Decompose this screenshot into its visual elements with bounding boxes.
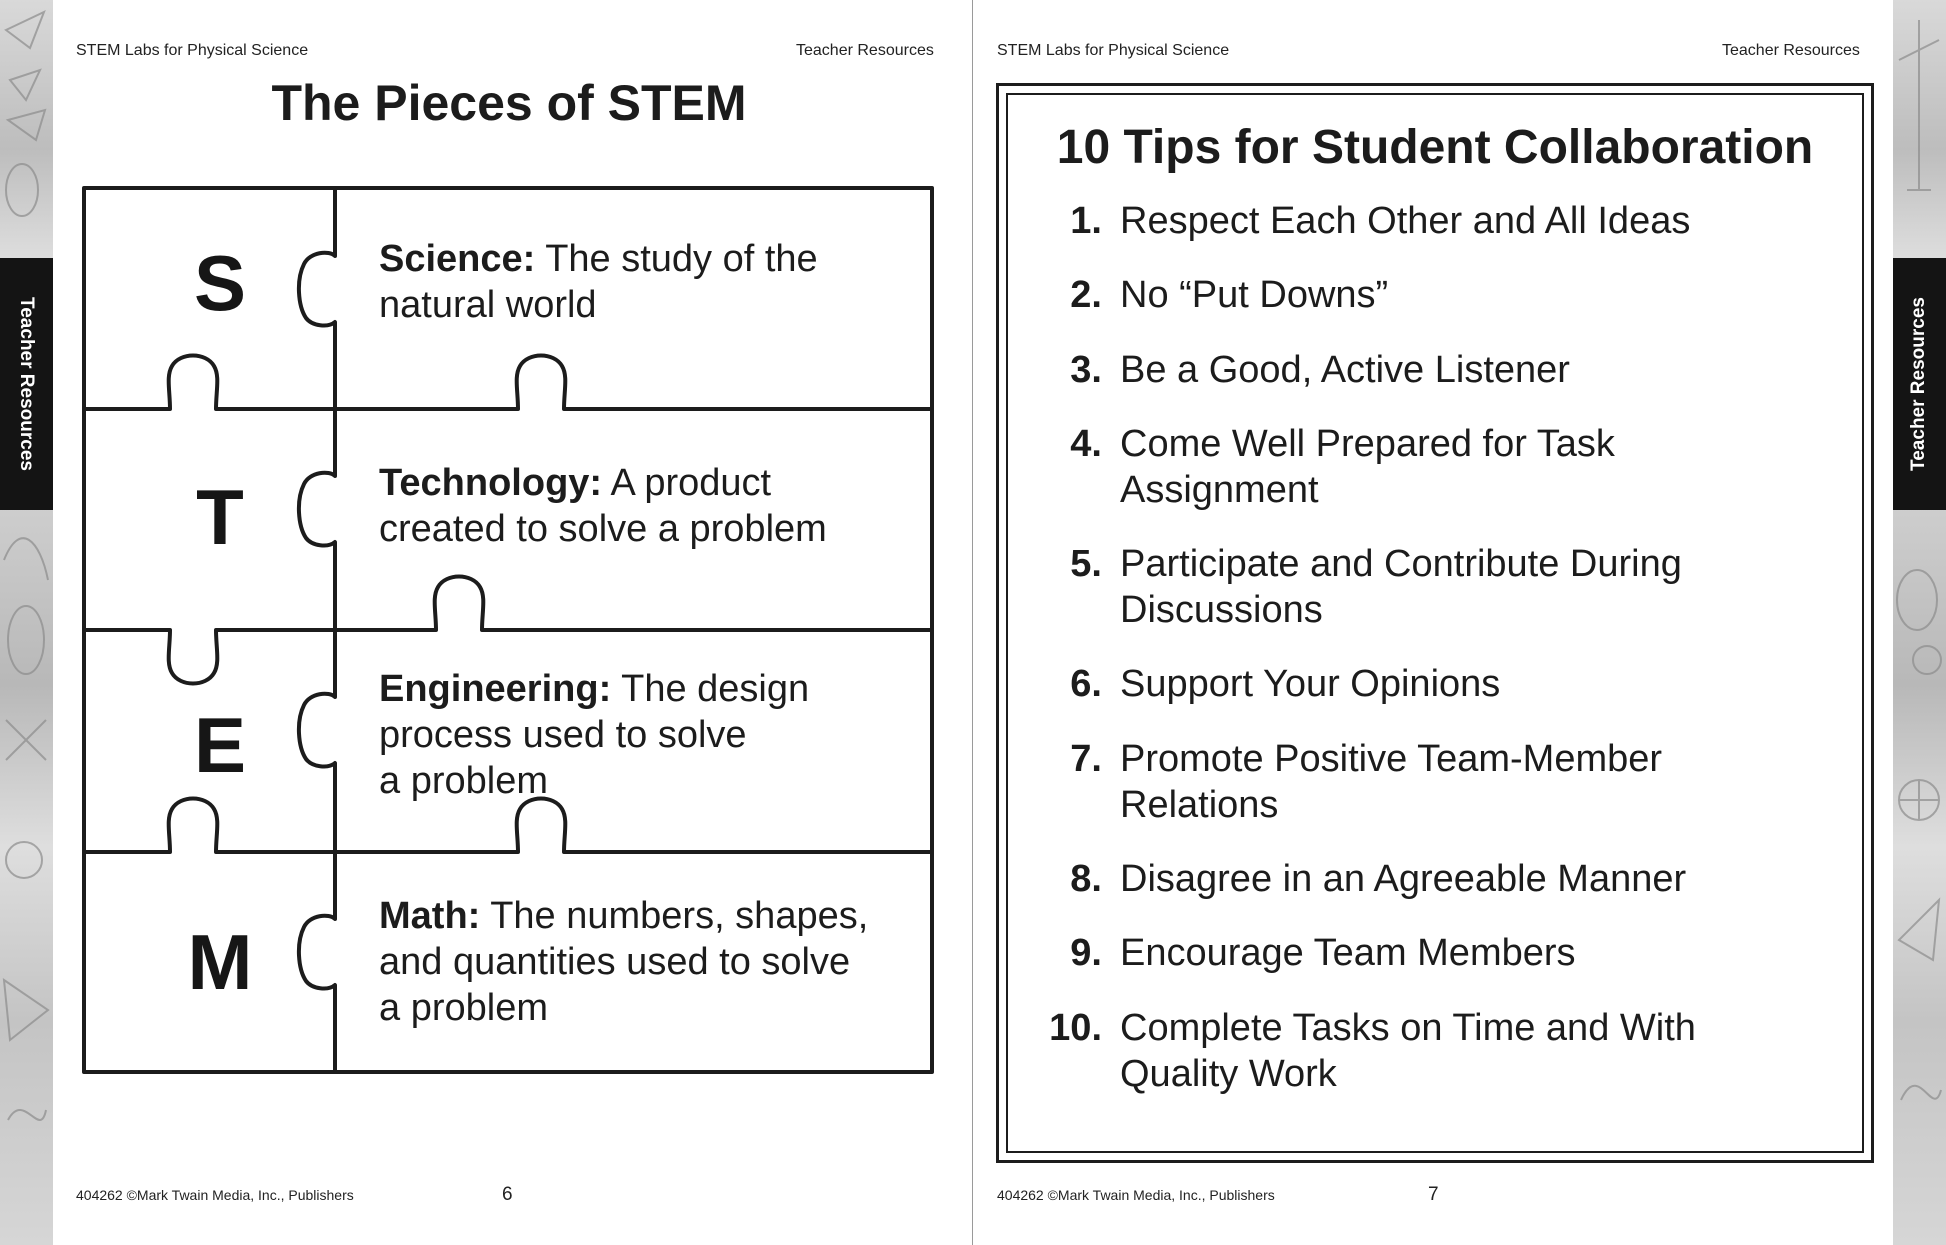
definition-text: a problem bbox=[379, 987, 548, 1029]
stem-letter-m: M bbox=[187, 918, 253, 1006]
stem-letter-s: S bbox=[193, 239, 247, 327]
definition-text: process used to solve bbox=[379, 714, 747, 756]
tip-number: 1. bbox=[1070, 200, 1102, 242]
side-tab-label: Teacher Resources bbox=[16, 297, 37, 471]
tip-number: 5. bbox=[1070, 543, 1102, 585]
definition-text: a problem bbox=[379, 760, 548, 802]
tip-text: Assignment bbox=[1120, 469, 1319, 511]
side-tab bbox=[0, 258, 53, 510]
side-tab bbox=[1893, 258, 1946, 510]
puzzle-seam-row-1 bbox=[84, 356, 932, 410]
term-label: Science: bbox=[379, 238, 536, 280]
tip-text: Relations bbox=[1120, 784, 1279, 826]
tip-text: Encourage Team Members bbox=[1120, 932, 1576, 974]
definition-technology bbox=[379, 460, 939, 552]
tip-text: Quality Work bbox=[1120, 1053, 1337, 1095]
page-title: The Pieces of STEM bbox=[271, 75, 747, 131]
definition-text: created to solve a problem bbox=[379, 508, 827, 550]
puzzle-seam-row-3 bbox=[84, 799, 932, 853]
term-label: Technology: bbox=[379, 462, 603, 504]
footer-copyright: 404262 ©Mark Twain Media, Inc., Publishers bbox=[76, 1187, 354, 1203]
definition-science bbox=[379, 236, 939, 328]
tip-text: Promote Positive Team-Member bbox=[1120, 738, 1663, 780]
definition-text: and quantities used to solve bbox=[379, 941, 851, 983]
tip-number: 8. bbox=[1070, 858, 1102, 900]
tip-number: 6. bbox=[1070, 663, 1102, 705]
tip-number: 9. bbox=[1070, 932, 1102, 974]
tip-text: Come Well Prepared for Task bbox=[1120, 423, 1615, 465]
running-head-book-title: STEM Labs for Physical Science bbox=[997, 42, 1230, 59]
science-collage-illustration bbox=[0, 0, 53, 1245]
definition-text: A product bbox=[610, 462, 772, 504]
tip-text: Respect Each Other and All Ideas bbox=[1120, 200, 1691, 242]
tip-number: 3. bbox=[1070, 349, 1102, 391]
left-decorative-strip bbox=[0, 0, 53, 1245]
page-number: 6 bbox=[502, 1184, 513, 1205]
tip-number: 2. bbox=[1070, 274, 1102, 316]
definition-math bbox=[379, 893, 939, 1031]
stem-letter-t: T bbox=[196, 473, 244, 561]
definition-text: The numbers, shapes, bbox=[490, 895, 869, 937]
definition-text: The study of the bbox=[545, 238, 818, 280]
tip-number: 10. bbox=[1049, 1007, 1102, 1049]
running-head-section: Teacher Resources bbox=[1722, 42, 1860, 59]
right-decorative-strip bbox=[1893, 0, 1946, 1245]
tip-text: Disagree in an Agreeable Manner bbox=[1120, 858, 1687, 900]
term-label: Math: bbox=[379, 895, 481, 937]
stem-letter-e: E bbox=[193, 701, 247, 789]
tip-number: 7. bbox=[1070, 738, 1102, 780]
tips-title: 10 Tips for Student Collaboration bbox=[1056, 121, 1814, 174]
tip-text: No “Put Downs” bbox=[1120, 274, 1389, 316]
term-label: Engineering: bbox=[379, 668, 612, 710]
side-tab-label: Teacher Resources bbox=[1908, 297, 1929, 471]
running-head-section: Teacher Resources bbox=[796, 42, 934, 59]
tip-number: 4. bbox=[1070, 423, 1102, 465]
science-collage-illustration bbox=[1893, 0, 1946, 1245]
definition-text: natural world bbox=[379, 284, 597, 326]
page-number: 7 bbox=[1428, 1184, 1439, 1205]
page-gutter bbox=[972, 0, 973, 1245]
footer-copyright: 404262 ©Mark Twain Media, Inc., Publishers bbox=[997, 1187, 1275, 1203]
tip-text: Participate and Contribute During bbox=[1120, 543, 1682, 585]
tip-text: Support Your Opinions bbox=[1120, 663, 1501, 705]
tip-text: Be a Good, Active Listener bbox=[1120, 349, 1570, 391]
definition-engineering bbox=[379, 666, 939, 804]
running-head-book-title: STEM Labs for Physical Science bbox=[76, 42, 309, 59]
tip-text: Complete Tasks on Time and With bbox=[1120, 1007, 1696, 1049]
definition-text: The design bbox=[621, 668, 810, 710]
tip-text: Discussions bbox=[1120, 589, 1323, 631]
